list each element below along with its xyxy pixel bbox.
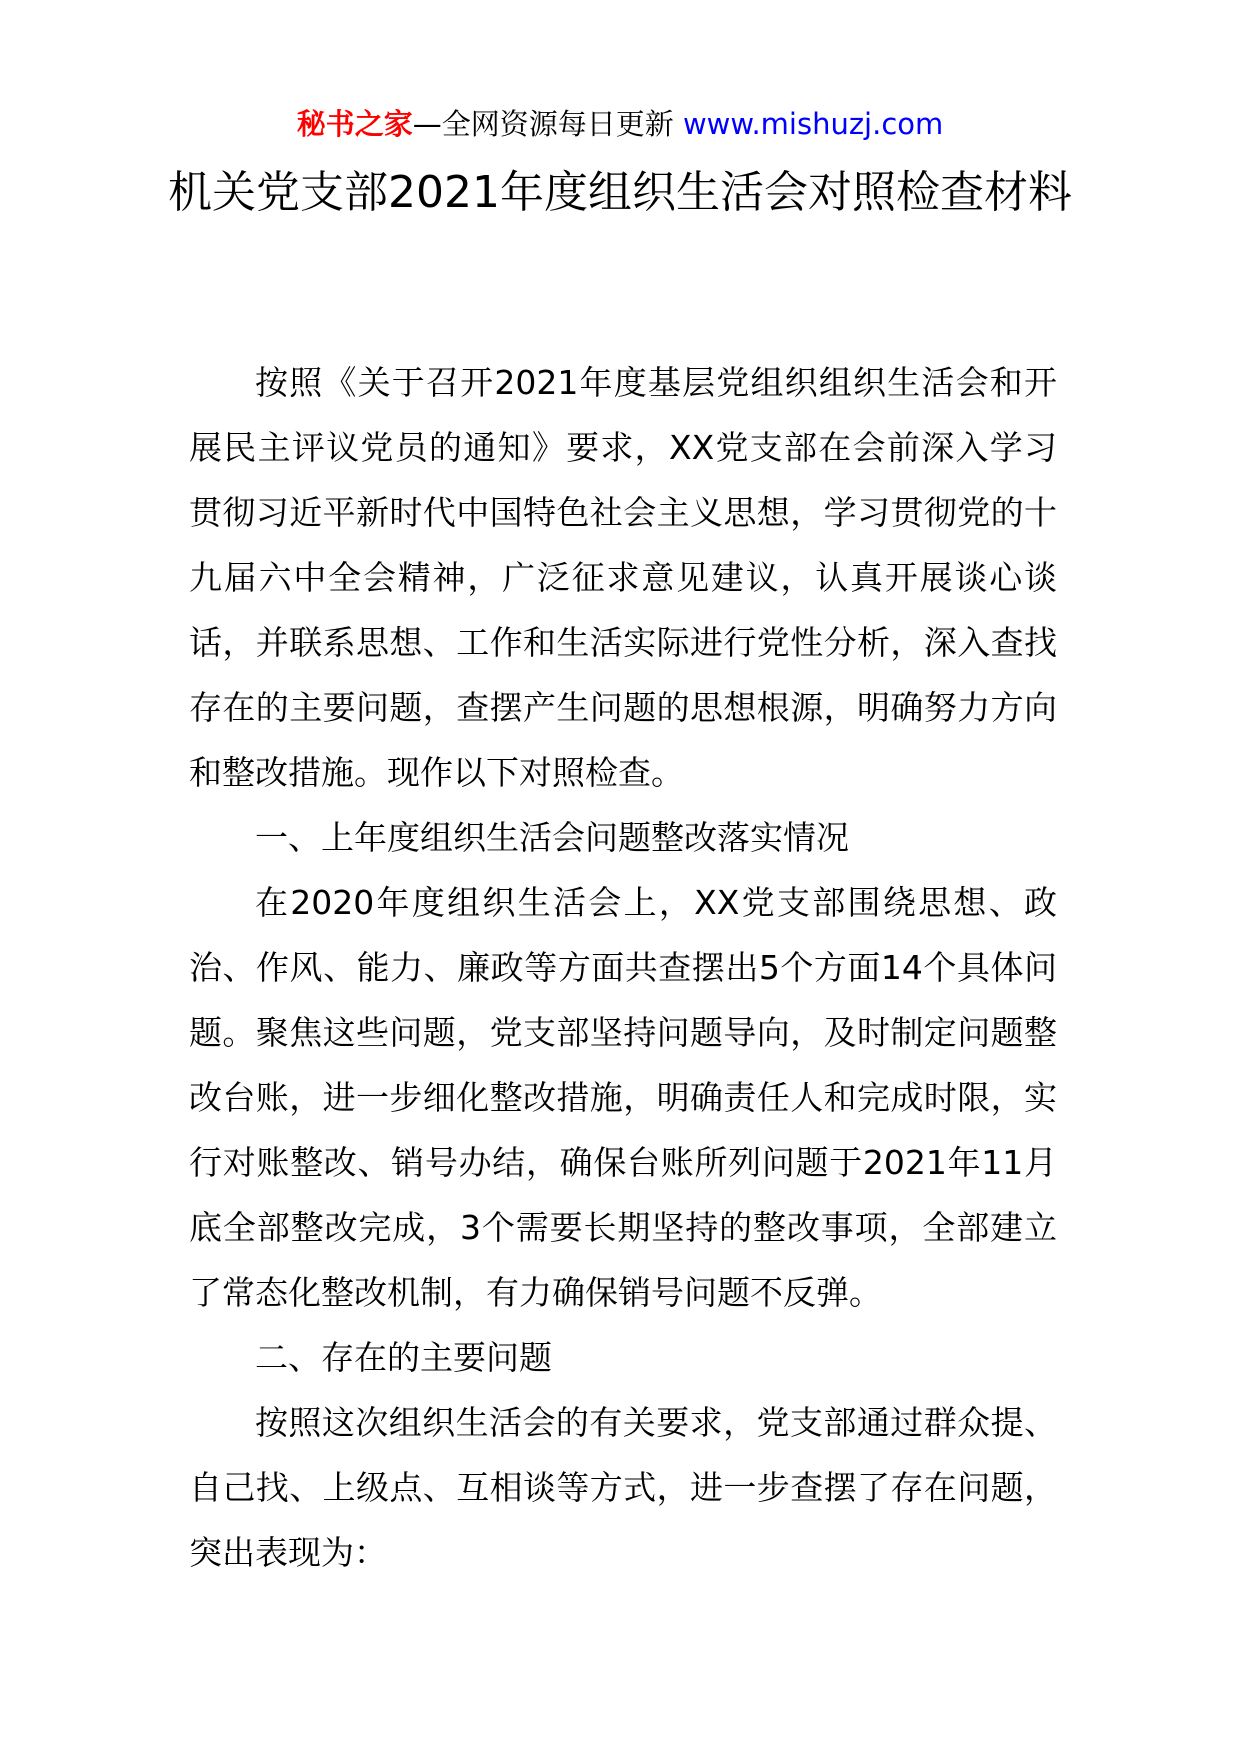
section-heading-2: 二、存在的主要问题 [255,1338,552,1377]
section-1-paragraph: 在2020年度组织生活会上，XX党支部围绕思想、政治、作风、能力、廉政等方面共查摆出5个方面14个具体问题。聚焦这些问题，党支部坚持问题导向，及时制定问题整改台账，进一步细化整改措施，明确责任人和完成时限，实行对账整改、销号办结，确保台账所列问题于2021年11月底全部整改完成，3个需要长期坚持的整改事项，全部建立了常态化整改机制，有力确保销号问题不反弹。 [189,883,1057,1312]
section-heading-1: 一、上年度组织生活会问题整改落实情况 [255,818,849,857]
section-2-paragraph: 按照这次组织生活会的有关要求，党支部通过群众提、自己找、上级点、互相谈等方式，进一步查摆了存在问题，突出表现为： [189,1403,1057,1572]
site-url: www.mishuzj.com [682,107,944,141]
header-tagline: —全网资源每日更新 [412,107,683,141]
site-header [0,102,1240,146]
document-title: 机关党支部2021年度组织生活会对照检查材料 [168,167,1072,218]
intro-paragraph: 按照《关于召开2021年度基层党组织组织生活会和开展民主评议党员的通知》要求，XX党支部在会前深入学习贯彻习近平新时代中国特色社会主义思想，学习贯彻党的十九届六中全会精神，广泛征求意见建议，认真开展谈心谈话，并联系思想、工作和生活实际进行党性分析，深入查找存在的主要问题，查摆产生问题的思想根源，明确努力方向和整改措施。现作以下对照检查。 [189,363,1057,792]
brand-name: 秘书之家 [296,107,413,141]
document-body [189,350,1057,1585]
